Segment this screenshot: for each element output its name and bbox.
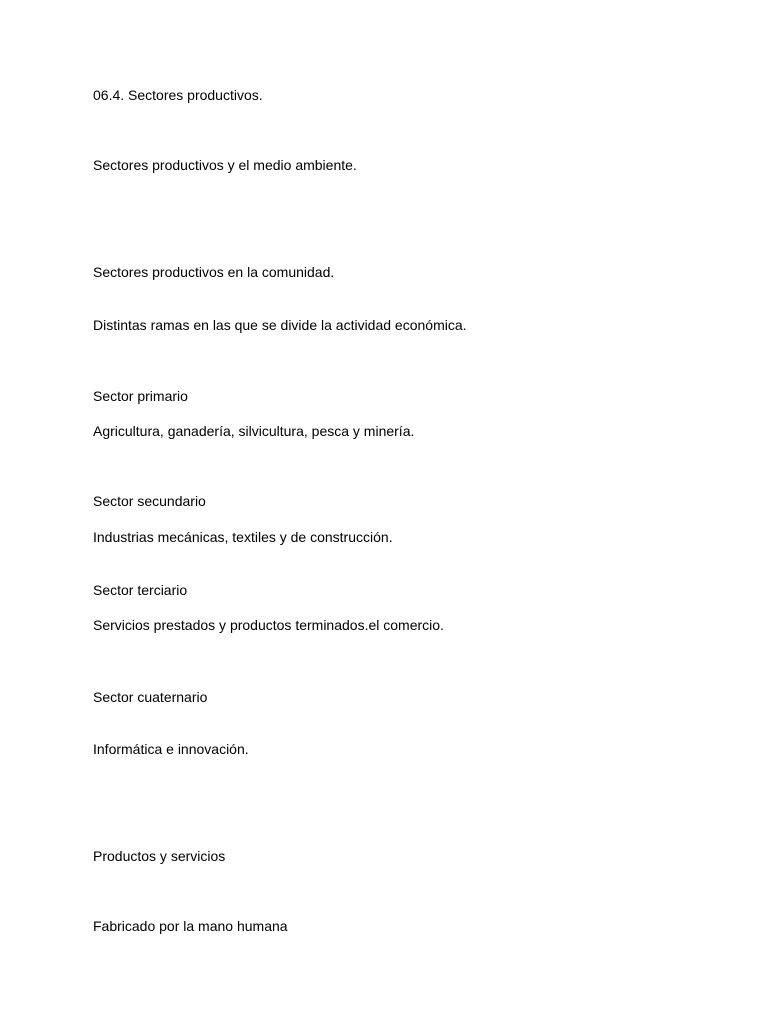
sector-primary-description: Agricultura, ganadería, silvicultura, pesca y minería. [93,423,415,439]
sector-quaternary-description: Informática e innovación. [93,741,249,757]
section-heading: 06.4. Sectores productivos. [93,87,263,103]
subheading-community: Sectores productivos en la comunidad. [93,264,335,280]
handmade-text: Fabricado por la mano humana [93,918,288,934]
subheading-environment: Sectores productivos y el medio ambiente. [93,157,357,173]
sector-tertiary-title: Sector terciario [93,582,188,598]
sector-secondary-description: Industrias mecánicas, textiles y de construcción. [93,529,393,545]
sector-tertiary-description: Servicios prestados y productos terminados.el comercio. [93,617,444,633]
products-services-heading: Productos y servicios [93,848,226,864]
sector-quaternary-title: Sector cuaternario [93,689,208,705]
sector-primary-title: Sector primario [93,388,188,404]
definition-text: Distintas ramas en las que se divide la actividad económica. [93,317,467,333]
sector-secondary-title: Sector secundario [93,493,206,509]
